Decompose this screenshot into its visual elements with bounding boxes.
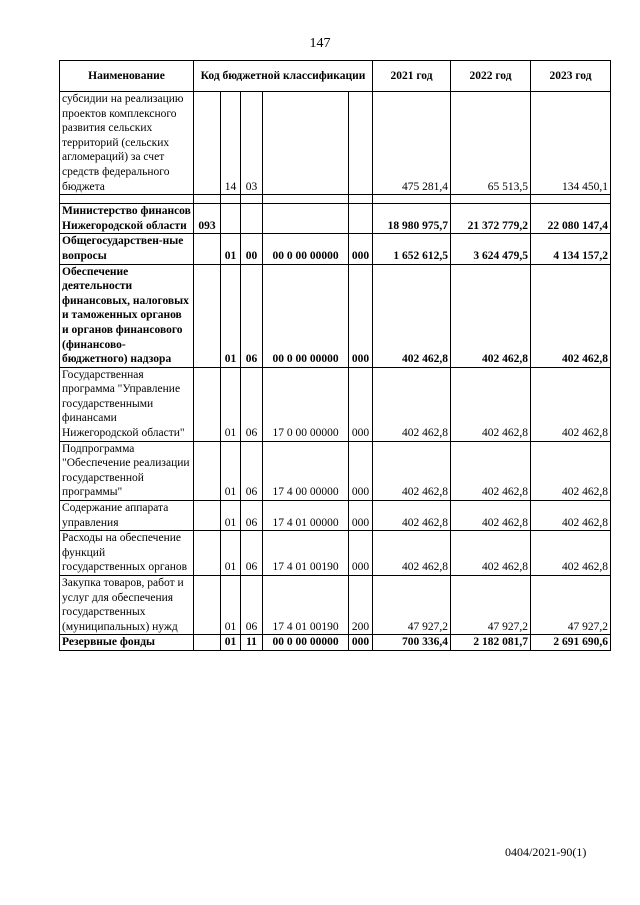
cell-vr: 000 (349, 441, 373, 500)
cell-rz: 01 (221, 501, 241, 531)
cell-y2022: 402 462,8 (451, 441, 531, 500)
cell-name: Расходы на обеспечение функций государственных органов (60, 531, 194, 576)
cell-name: Резервные фонды (60, 635, 194, 651)
cell-rz (221, 204, 241, 234)
cell-y2022: 402 462,8 (451, 531, 531, 576)
cell-vr: 000 (349, 367, 373, 441)
cell-ved (194, 92, 221, 195)
cell-ved: 093 (194, 204, 221, 234)
cell-pr: 06 (241, 576, 263, 635)
cell-csr (263, 92, 349, 195)
cell-name: субсидии на реализацию проектов комплексного развития сельских территорий (сельских агломераций) за счет средств федерального бюджета (60, 92, 194, 195)
cell-rz: 01 (221, 234, 241, 264)
empty-cell (531, 195, 611, 204)
cell-y2023: 402 462,8 (531, 531, 611, 576)
header-code: Код бюджетной классификации (194, 61, 373, 92)
cell-name: Содержание аппарата управления (60, 501, 194, 531)
cell-y2021: 47 927,2 (373, 576, 451, 635)
document-code: 0404/2021-90(1) (505, 845, 587, 859)
header-name: Наименование (60, 61, 194, 92)
empty-cell (373, 195, 451, 204)
cell-csr: 00 0 00 00000 (263, 234, 349, 264)
cell-y2022: 47 927,2 (451, 576, 531, 635)
cell-vr (349, 204, 373, 234)
cell-y2021: 475 281,4 (373, 92, 451, 195)
cell-pr: 06 (241, 531, 263, 576)
cell-name: Обеспечение деятельности финансовых, налоговых и таможенных органов и органов финансового (финансово-бюджетного) надзора (60, 264, 194, 367)
empty-cell (60, 195, 194, 204)
table-row (60, 92, 611, 195)
cell-vr: 000 (349, 635, 373, 651)
empty-cell (241, 195, 263, 204)
table-header-row (60, 61, 611, 92)
cell-ved (194, 441, 221, 500)
empty-cell (221, 195, 241, 204)
cell-y2021: 402 462,8 (373, 531, 451, 576)
budget-table (59, 60, 611, 651)
cell-y2022: 402 462,8 (451, 367, 531, 441)
empty-cell (263, 195, 349, 204)
cell-y2023: 22 080 147,4 (531, 204, 611, 234)
cell-rz: 01 (221, 635, 241, 651)
cell-ved (194, 501, 221, 531)
header-2021: 2021 год (373, 61, 451, 92)
cell-rz: 01 (221, 576, 241, 635)
cell-y2023: 134 450,1 (531, 92, 611, 195)
cell-name: Государственная программа "Управление государственными финансами Нижегородской области" (60, 367, 194, 441)
cell-vr: 000 (349, 531, 373, 576)
cell-pr: 00 (241, 234, 263, 264)
cell-y2022: 2 182 081,7 (451, 635, 531, 651)
cell-ved (194, 635, 221, 651)
cell-y2021: 18 980 975,7 (373, 204, 451, 234)
cell-vr: 000 (349, 264, 373, 367)
cell-y2022: 402 462,8 (451, 501, 531, 531)
table-row (60, 264, 611, 367)
cell-y2023: 402 462,8 (531, 367, 611, 441)
cell-name: Подпрограмма "Обеспечение реализации государственной программы" (60, 441, 194, 500)
cell-ved (194, 576, 221, 635)
table-row (60, 204, 611, 234)
cell-vr: 200 (349, 576, 373, 635)
cell-pr: 06 (241, 441, 263, 500)
cell-y2021: 700 336,4 (373, 635, 451, 651)
cell-csr: 00 0 00 00000 (263, 264, 349, 367)
cell-name: Закупка товаров, работ и услуг для обеспечения государственных (муниципальных) нужд (60, 576, 194, 635)
cell-pr: 06 (241, 264, 263, 367)
cell-name: Министерство финансов Нижегородской области (60, 204, 194, 234)
cell-y2023: 4 134 157,2 (531, 234, 611, 264)
cell-pr: 11 (241, 635, 263, 651)
table-row (60, 576, 611, 635)
cell-rz: 01 (221, 531, 241, 576)
cell-y2021: 1 652 612,5 (373, 234, 451, 264)
cell-y2023: 402 462,8 (531, 501, 611, 531)
table-row (60, 367, 611, 441)
cell-rz: 01 (221, 264, 241, 367)
cell-ved (194, 234, 221, 264)
cell-y2022: 402 462,8 (451, 264, 531, 367)
cell-vr (349, 92, 373, 195)
cell-rz: 01 (221, 441, 241, 500)
cell-csr: 00 0 00 00000 (263, 635, 349, 651)
table-row (60, 635, 611, 651)
header-2022: 2022 год (451, 61, 531, 92)
table-row (60, 501, 611, 531)
cell-vr: 000 (349, 234, 373, 264)
cell-y2021: 402 462,8 (373, 441, 451, 500)
cell-y2021: 402 462,8 (373, 367, 451, 441)
cell-y2022: 65 513,5 (451, 92, 531, 195)
page-number: 147 (309, 36, 331, 51)
table-row (60, 441, 611, 500)
cell-y2022: 3 624 479,5 (451, 234, 531, 264)
cell-csr: 17 4 00 00000 (263, 441, 349, 500)
cell-pr: 06 (241, 501, 263, 531)
cell-y2023: 402 462,8 (531, 441, 611, 500)
cell-y2023: 47 927,2 (531, 576, 611, 635)
header-2023: 2023 год (531, 61, 611, 92)
cell-ved (194, 531, 221, 576)
table-row (60, 234, 611, 264)
cell-csr: 17 0 00 00000 (263, 367, 349, 441)
cell-y2021: 402 462,8 (373, 501, 451, 531)
table-row (60, 531, 611, 576)
cell-csr (263, 204, 349, 234)
cell-y2023: 2 691 690,6 (531, 635, 611, 651)
cell-ved (194, 264, 221, 367)
empty-cell (451, 195, 531, 204)
cell-y2023: 402 462,8 (531, 264, 611, 367)
empty-cell (194, 195, 221, 204)
cell-pr (241, 204, 263, 234)
cell-ved (194, 367, 221, 441)
empty-cell (349, 195, 373, 204)
spacer-row (60, 195, 611, 204)
cell-csr: 17 4 01 00190 (263, 531, 349, 576)
cell-rz: 01 (221, 367, 241, 441)
cell-pr: 03 (241, 92, 263, 195)
cell-pr: 06 (241, 367, 263, 441)
cell-y2021: 402 462,8 (373, 264, 451, 367)
cell-name: Общегосударствен-ные вопросы (60, 234, 194, 264)
cell-vr: 000 (349, 501, 373, 531)
cell-y2022: 21 372 779,2 (451, 204, 531, 234)
cell-csr: 17 4 01 00190 (263, 576, 349, 635)
cell-rz: 14 (221, 92, 241, 195)
cell-csr: 17 4 01 00000 (263, 501, 349, 531)
